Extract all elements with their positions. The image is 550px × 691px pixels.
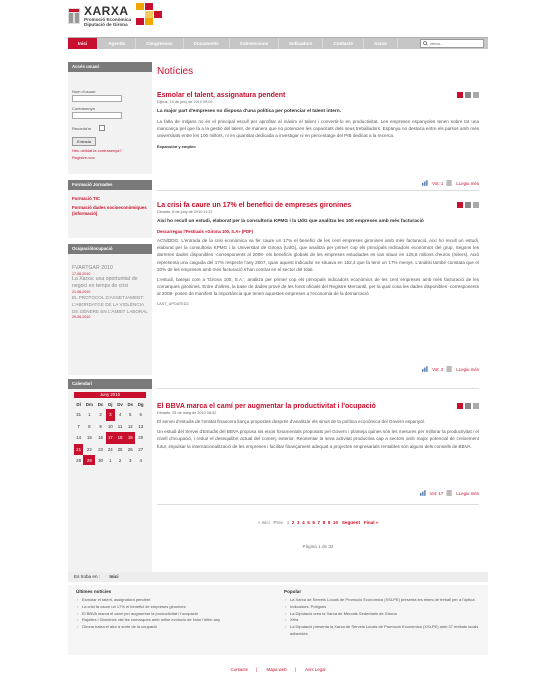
ocupacio-box (68, 254, 152, 375)
print-icon[interactable] (465, 403, 471, 409)
article-title[interactable]: La crisi fa caure un 17% el benefici de empreses gironines (157, 202, 352, 209)
article-body-2: Un estudi del Servei d'Estudis del BBVA proposa sis eixos fonamentals proposats pel Govern i planteja quines són les mesures per millorar la productivitat i el nivell d'ocupació, i reduir el desequilibri actual del comerç exterior. Reorientar la seva activitat productiva cap a sectors amb major potencial de creixement futur, impulsar la internacionalització de les empreses i facilitar finançament adequat a projectes empresarials rentables són alguns dels consells de BBVA. (157, 429, 479, 449)
nav-item-subvencions[interactable]: Subvencions (230, 38, 280, 49)
doc-icon (446, 490, 453, 496)
calendar-day-event[interactable]: 17 (106, 432, 115, 444)
calendar-day[interactable]: 31 (76, 412, 82, 418)
calendar-day[interactable]: 5 (129, 412, 132, 418)
nav-item-documents[interactable]: Documents (184, 38, 230, 49)
username-input[interactable] (72, 95, 122, 102)
calendar-day[interactable]: 30 (98, 458, 103, 464)
calendar-day[interactable]: 23 (98, 446, 103, 452)
calendar-day[interactable]: 26 (127, 446, 133, 452)
latest-news-item[interactable]: › Girona baixa el atur a sorte de la ocupació (76, 624, 276, 631)
calendar-day[interactable]: 1 (88, 412, 91, 418)
calendar-day[interactable]: 16 (98, 435, 103, 441)
forgot-password-link[interactable]: Heu oblidat la contrasenya? (72, 148, 122, 153)
login-box (68, 72, 152, 174)
article-meta (422, 180, 479, 186)
article-date: Dimarts, 25 de maig de 2010 08:02 (157, 411, 217, 415)
vote-count: Vot: 2 (432, 366, 444, 372)
ocupacio-item[interactable] (72, 276, 148, 294)
doc-icon (446, 180, 453, 186)
password-input[interactable] (72, 112, 122, 119)
sidebar (68, 62, 152, 577)
article-lead: La major part d'empreses no disposa d'una política per potenciar el talent intern. (157, 109, 342, 114)
doc-icon (446, 366, 453, 372)
article (157, 403, 479, 450)
article-body: La falta de mitjans no és el principal escull per aprofitar al màxim el talent i convertir-lo en productivitat. Les empreses espanyoles tenen sobre tot una mancança pel que fa a la gestió del talent, de manera que no potencien les capacitats dels seus treballadors. Espanya no destaca entre els països amb més universitats entre les 100 millors, ni en quantitat dedicada a investigar ni en percentatge del PIB dedicat a la recerca. (157, 119, 479, 139)
chart-icon (422, 180, 429, 186)
nav-item-inici[interactable]: Inici (68, 38, 98, 49)
remember-row (72, 125, 148, 131)
pager-page[interactable]: 3 (297, 520, 300, 525)
chart-icon (420, 490, 427, 496)
calendar-day[interactable]: 20 (138, 435, 144, 441)
footer-link-label: Contacte (230, 667, 249, 672)
article (157, 92, 479, 149)
print-icon[interactable] (465, 92, 471, 98)
nav-item-contacte[interactable]: Contacte (323, 38, 364, 49)
calendar-day[interactable]: 1 (109, 458, 112, 464)
article-lead: Així ho recull un estudi, elaborat per la consultoria KPMG i la UdG que analitza les 100 empreses amb més facturació (157, 219, 424, 224)
weekday-label: Dj (108, 401, 113, 407)
nav-item-congressos[interactable]: Congressos (136, 38, 184, 49)
article-meta (422, 366, 479, 372)
article-body: El servei d'estudis de l'entitat financera llança propostes després d'analitzar els sinus de la política econòmica del Govern espanyol. (157, 419, 425, 424)
pager-page[interactable]: 2 (291, 520, 295, 525)
logo-title: XARXA (84, 4, 129, 18)
calendar-month: Juny 2010 (74, 392, 146, 398)
nav-item-xarxa[interactable]: Xarxa (364, 38, 398, 49)
footer-link-label: Avís Legal (305, 667, 326, 672)
weekday-label: Dm (85, 401, 93, 407)
pdf-icon[interactable] (457, 202, 463, 208)
email-icon[interactable] (473, 92, 479, 98)
ocupacio-item-date: 29-06-2010 (72, 315, 91, 319)
logo-subtitle-2: Diputació de Girona (84, 22, 128, 27)
footer-link-label: Mapa web (266, 667, 287, 672)
email-icon[interactable] (473, 403, 479, 409)
popular-news (284, 589, 484, 638)
print-icon[interactable] (465, 202, 471, 208)
popular-title: Popular (284, 589, 302, 594)
formacio-dades-link[interactable]: Formació dades socioeconòmiques (informació) (72, 205, 147, 216)
article-body: ACN/DDG. L'entrada de la crisi econòmica va fer caure un 17% el benefici de les cent empreses gironines amb més facturació. Així ho recull un estudi, elaborat per la consultoria KPMG i la Universitat de Girona (UdG), que analitza per primer cop els principals indicadors econòmics del grup. Segons les darreres dades disponibles -corresponents al 2008- els beneficis globals de les empreses estudiades es van situar en 125,8 milions d'euros (milers). Això representa una caiguda del 17% respecte l'any 2007, quan aquest indicador se situava en 152,4 que fa tenir un 17% menys. L'anàlisi també constata que el 20% de les empreses amb més facturació s'han centrat en el sector del total. (157, 238, 479, 272)
calendar-day[interactable]: 28 (76, 458, 82, 464)
popular-item[interactable]: › La Diputació presenta la Xarxa de Serveis Locals de Promoció Econòmica (XSLPE) amb 37 entitats locals adherides (284, 624, 484, 638)
article-date: Dimarts, 8 de juny de 2010 11:37 (157, 210, 213, 214)
calendar-day[interactable]: 7 (77, 423, 80, 429)
remember-label: Recorda'm (72, 125, 92, 131)
article-divider (157, 190, 479, 191)
calendar-day[interactable]: 14 (76, 435, 82, 441)
article-title[interactable]: Esmolar el talent, assignatura pendent (157, 92, 286, 99)
footer-link-avis[interactable] (297, 667, 333, 672)
calendar-header: Calendari (68, 379, 152, 389)
read-more-link[interactable]: LLegiu més (456, 366, 479, 372)
article-tools (457, 92, 479, 98)
calendar-day[interactable]: 22 (86, 446, 92, 452)
footer-link-mapa[interactable] (258, 667, 294, 672)
article-title[interactable]: El BBVA marca el camí per augmentar la productivitat i l'ocupació (157, 403, 376, 410)
search-placeholder: cerca... (430, 41, 444, 46)
weekday-label: Dl (76, 401, 81, 407)
calendar-day[interactable]: 6 (139, 412, 142, 418)
pager-last[interactable]: Final » (363, 520, 379, 525)
calendar-day-event[interactable]: 21 (74, 444, 83, 456)
calendar-day[interactable]: 2 (99, 412, 102, 418)
calendar-grid (74, 399, 146, 467)
pdf-icon[interactable] (457, 403, 463, 409)
pager-page[interactable]: 7 (317, 520, 321, 525)
calendar-day[interactable]: 27 (138, 446, 144, 452)
article-divider (157, 504, 479, 505)
pager-next[interactable]: Següent (341, 520, 360, 525)
weekday-label: Dc (97, 401, 104, 407)
ocupacio-header: Ocupació/ocupació (68, 244, 152, 254)
article-source-link[interactable]: Descarregau l'Festiuals «Girona 100, S.A» (PDF) (157, 229, 253, 234)
calendar-day[interactable]: 4 (118, 412, 122, 418)
ocupacio-item[interactable] (72, 294, 148, 319)
calendar-box (68, 389, 152, 465)
calendar-day[interactable]: 25 (117, 446, 123, 452)
popular-item[interactable]: › La Xarxa de Serveis Locals de Promoció Econòmica (XSLPE) presenta les eines de treball per a l'òptica (284, 597, 484, 604)
ocupacio-item-title: EL PROTOCOL D'ASSETJAMENT: L'ABORDATGE DE LA VIOLÈNCIA DE GÈNERE EN L'ÀMBIT LABORAL (72, 295, 148, 314)
article-meta (420, 490, 479, 496)
popular-item[interactable]: › Xifra (284, 617, 484, 624)
calendar-day-event[interactable]: 3 (106, 409, 115, 421)
calendar-day[interactable]: 3 (129, 458, 132, 464)
article-tools (457, 202, 479, 208)
breadcrumb (68, 572, 488, 582)
calendar-day[interactable]: 2 (118, 458, 122, 464)
logo-subtitle-1: Promoció Econòmica (84, 17, 131, 22)
register-link[interactable]: Registre-vos (72, 155, 95, 160)
search-input[interactable] (420, 39, 484, 48)
ocupacio-item[interactable] (72, 265, 148, 276)
latest-news-item[interactable]: › Esmolar el talent, assignatura pendent (76, 597, 276, 604)
login-button[interactable]: Entrada (72, 137, 96, 146)
calendar-day[interactable]: 10 (107, 423, 113, 429)
page-title: Notícies (157, 66, 194, 77)
pagination-summary: Pàgina 1 de 32 (302, 544, 334, 549)
calendar-day-event[interactable]: 19 (125, 432, 135, 444)
calendar-day[interactable]: 8 (88, 423, 91, 429)
calendar-day[interactable]: 4 (139, 458, 142, 464)
calendar-day[interactable]: 24 (107, 446, 113, 452)
remember-checkbox[interactable] (99, 125, 105, 131)
breadcrumb-label: Es troba en : (74, 574, 101, 579)
formacio-box (68, 190, 152, 238)
pager-first[interactable]: « Inici (257, 520, 270, 525)
footer-links: Contacte | Mapa web | Avís Legal (68, 667, 488, 672)
login-header: Accés usuari (68, 62, 152, 72)
calendar-day-today[interactable]: 29 (83, 455, 95, 467)
read-more-link[interactable]: LLegiu més (456, 180, 479, 186)
latest-news-item[interactable]: › Rajoltes i Gironines xisl les comarques amb millor evolució de l'atur l'últim any (76, 617, 276, 624)
calendar-day-event[interactable]: 18 (115, 432, 125, 444)
article-date: Dijous, 10 de juny de 2010 09:09 (157, 100, 213, 104)
pager-page-current: 1 (286, 520, 290, 525)
calendar-day[interactable]: 12 (127, 423, 133, 429)
latest-news (76, 589, 276, 631)
logo-squares-icon (136, 3, 162, 25)
latest-news-item[interactable]: › El BBVA marca el camí per augmentar la productivitat i l'ocupació (76, 611, 276, 618)
popular-item[interactable]: › La Diputació crea la Xarxa de Mercats Sedentaris de Girona (284, 611, 484, 618)
calendar-day[interactable]: 13 (138, 423, 144, 429)
chart-icon (422, 366, 429, 372)
weekday-label: Ds (127, 401, 134, 407)
pager-page[interactable]: 10 (332, 520, 339, 525)
email-icon[interactable] (473, 202, 479, 208)
formacio-header: Formació Jornades (68, 180, 152, 190)
logo-mark-icon (68, 8, 80, 24)
formacio-tic-link[interactable]: Formació TIC (72, 196, 101, 201)
pager-page[interactable]: 4 (302, 520, 305, 525)
article-divider (157, 388, 479, 389)
article-tags: LAST_UPDATED2 (157, 301, 189, 306)
ocupacio-item-date: 17-06-2010 (72, 272, 91, 276)
vote-count: Vot: 1 (432, 180, 444, 186)
bottom-panel (68, 585, 488, 655)
nav-item-indicadors[interactable]: Indicadors (279, 38, 323, 49)
ocupacio-item-title: FVARTGAR 2010 (72, 265, 113, 271)
weekday-label: Dg (137, 401, 144, 407)
sidebar-filler (68, 465, 152, 577)
breadcrumb-home[interactable]: Inici (109, 574, 119, 579)
username-label: Nom d'usuari (72, 89, 96, 94)
ocupacio-item-date: 21-06-2010 (72, 290, 91, 294)
vote-count: Vot: 17 (429, 490, 444, 496)
calendar-day[interactable]: 11 (117, 423, 123, 429)
main-nav (68, 37, 488, 49)
pager-page[interactable]: 8 (322, 520, 326, 525)
article-tools (457, 403, 479, 409)
popular-item[interactable]: › Indicadors. Polígons (284, 604, 484, 611)
article-tags: Expansión y empleo (157, 143, 196, 149)
weekday-label: Dv (117, 401, 123, 407)
pager-page[interactable]: 5 (307, 520, 310, 525)
pagination (157, 520, 479, 525)
pager-page[interactable]: 9 (327, 520, 331, 525)
pdf-icon[interactable] (457, 92, 463, 98)
ocupacio-item-title: La Xarxa: una oportunitat de negoci en temps de crisi (72, 276, 138, 289)
calendar-day[interactable]: 9 (99, 423, 102, 429)
password-label: Contrasenya (72, 106, 95, 111)
latest-news-item[interactable]: › La crisi fa caure un 17% el benefici de empreses gironines (76, 604, 276, 611)
pager-page[interactable]: 6 (312, 520, 315, 525)
main-content (157, 66, 487, 549)
footer-link-contacte[interactable] (222, 667, 256, 672)
article (157, 202, 479, 306)
nav-item-agenda[interactable]: Agenda (98, 38, 136, 49)
read-more-link[interactable]: LLegiu més (456, 490, 479, 496)
article-body-2: L'estudi, batejat com a 'Girona 100, S.A.', analitza per primer cop els principals indicadors econòmics de les cent empreses amb més facturació de les comarques gironines. Entre d'altres, la base de dades prové de les fonts oficials del Registre Mercantil, per la qual cosa les dades disponibles -corresponents al 2008- posen de manifest la importància que tenen aquestes empreses a l'economia de la demarcació. (157, 277, 479, 297)
latest-news-title: Últimes notícies (76, 589, 112, 594)
calendar-day[interactable]: 15 (86, 435, 92, 441)
pager-prev[interactable]: Prev (273, 520, 283, 525)
